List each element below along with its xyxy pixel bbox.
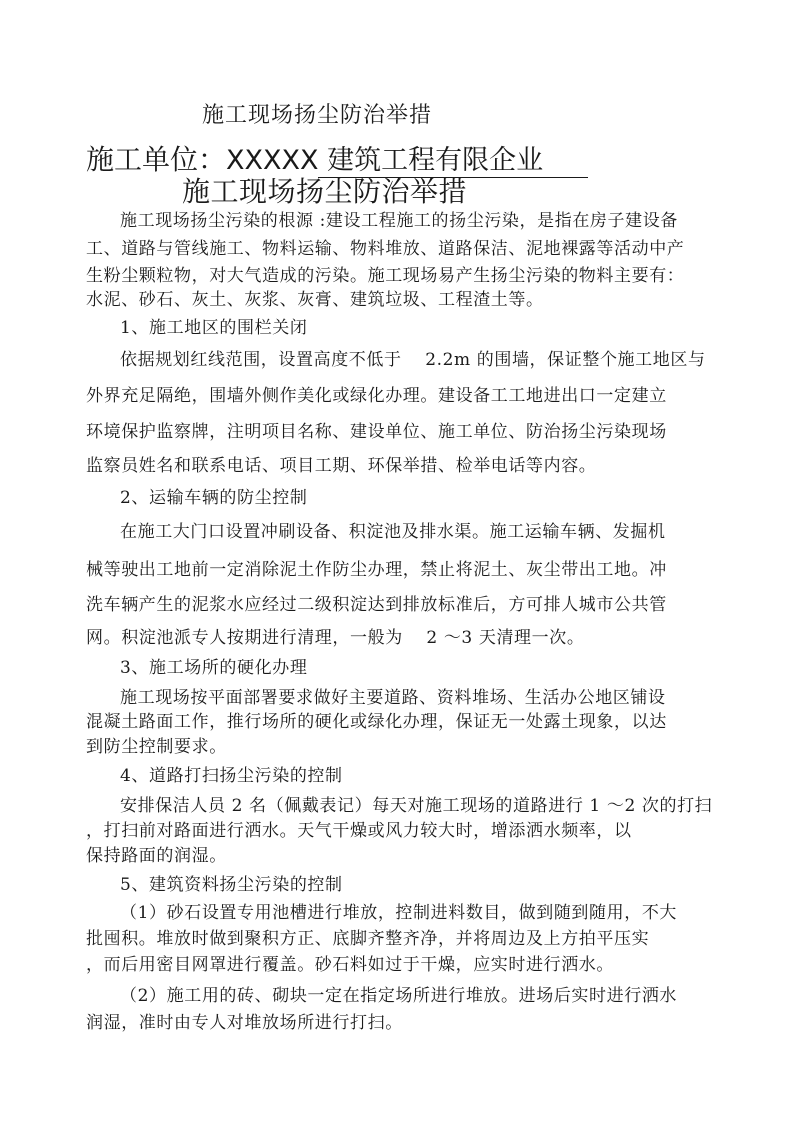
paragraph-line: 网。积淀池派专人按期进行清理，一般为 2 ～3 天清理一次。 bbox=[86, 628, 585, 648]
paragraph-line: 混凝土路面工作，推行场所的硬化或绿化办理，保证无一处露土现象，以达 bbox=[86, 712, 667, 732]
section-heading: 2、运输车辆的防尘控制 bbox=[120, 488, 308, 508]
paragraph-line: 在施工大门口设置冲刷设备、积淀池及排水渠。施工运输车辆、发掘机 bbox=[120, 522, 666, 542]
paragraph-line: 工、道路与管线施工、物料运输、物料堆放、道路保洁、泥地裸露等活动中产 bbox=[86, 239, 685, 259]
paragraph-line: ，打扫前对路面进行洒水。天气干燥或风力较大时，增添洒水频率，以 bbox=[86, 821, 632, 841]
paragraph-line: 润湿，准时由专人对堆放场所进行打扫。 bbox=[86, 1013, 403, 1033]
construction-unit-row bbox=[86, 144, 543, 177]
paragraph-line: （2）施工用的砖、砌块一定在指定场所进行堆放。进场后实时进行洒水 bbox=[120, 986, 678, 1006]
paragraph-line: 洗车辆产生的泥浆水应经过二级积淀达到排放标准后，方可排人城市公共管 bbox=[86, 595, 667, 615]
paragraph-line: 保持路面的润湿。 bbox=[86, 846, 227, 866]
paragraph-line: 施工现场扬尘污染的根源 :建设工程施工的扬尘污染，是指在房子建设备 bbox=[120, 211, 678, 231]
paragraph-line: 监察员姓名和联系电话、项目工期、环保举措、检举电话等内容。 bbox=[86, 456, 597, 476]
paragraph-line: 安排保洁人员 2 名（佩戴表记）每天对施工现场的道路进行 1 ～2 次的打扫 bbox=[120, 796, 713, 816]
paragraph-line: 外界充足隔绝，围墙外侧作美化或绿化办理。建设备工工地进出口一定建立 bbox=[86, 386, 667, 406]
paragraph-line: 水泥、砂石、灰土、灰浆、灰膏、建筑垃圾、工程渣土等。 bbox=[86, 290, 544, 310]
document-title-top: 施工现场扬尘防治举措 bbox=[202, 103, 433, 128]
paragraph-line: 依据规划红线范围，设置高度不低于 2.2m 的围墙，保证整个施工地区与 bbox=[120, 350, 706, 370]
paragraph-line: 生粉尘颗粒物，对大气造成的污染。施工现场易产生扬尘污染的物料主要有： bbox=[86, 266, 685, 286]
paragraph-line: 械等驶出工地前一定消除泥土作防尘办理，禁止将泥土、灰尘带出工地。冲 bbox=[86, 560, 667, 580]
paragraph-line: 施工现场按平面部署要求做好主要道路、资料堆场、生活办公地区铺设 bbox=[120, 688, 666, 708]
paragraph-line: 到防尘控制要求。 bbox=[86, 737, 227, 757]
section-heading: 1、施工地区的围栏关闭 bbox=[120, 318, 308, 338]
unit-label: 施工单位： bbox=[86, 143, 227, 176]
paragraph-line: 批囤积。堆放时做到聚积方正、底脚齐整齐净，并将周边及上方拍平压实 bbox=[86, 929, 650, 949]
section-heading: 3、施工场所的硬化办理 bbox=[120, 658, 308, 678]
paragraph-line: （1）砂石设置专用池槽进行堆放，控制进料数目，做到随到随用，不大 bbox=[120, 903, 678, 923]
section-heading: 5、建筑资料扬尘污染的控制 bbox=[120, 875, 343, 895]
paragraph-line: ，而后用密目网罩进行覆盖。砂石料如过于干燥，应实时进行洒水。 bbox=[86, 955, 614, 975]
document-title-main: 施工现场扬尘防治举措 bbox=[182, 175, 468, 208]
section-heading: 4、道路打扫扬尘污染的控制 bbox=[120, 766, 343, 786]
unit-name: XXXXX 建筑工程有限企业 bbox=[226, 145, 544, 176]
paragraph-line: 环境保护监察牌，注明项目名称、建设单位、施工单位、防治扬尘污染现场 bbox=[86, 422, 667, 442]
